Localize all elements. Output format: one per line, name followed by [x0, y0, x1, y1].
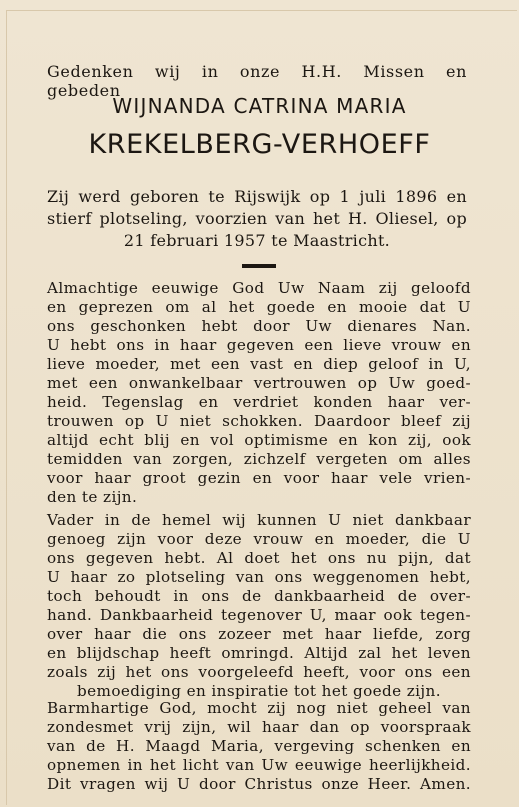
prayer-paragraph-3: [47, 699, 471, 794]
prayer-line: Barmhartige God, mocht zij nog niet geheel van: [47, 699, 471, 717]
prayer-line: trouwen op U niet schokken. Daardoor bleef zij: [47, 412, 471, 430]
prayer-line: Vader in de hemel wij kunnen U niet dankbaar: [47, 511, 471, 529]
prayer-line: opnemen in het licht van Uw eeuwige heerlijkheid.: [47, 756, 471, 774]
prayer-line: voor haar groot gezin en voor haar vele vrien-: [47, 469, 471, 487]
prayer-paragraph-2: [47, 511, 471, 701]
prayer-line: Almachtige eeuwige God Uw Naam zij geloofd: [47, 279, 471, 297]
prayer-line: heid. Tegenslag en verdriet konden haar ver-: [47, 393, 471, 411]
birth-line: stierf plotseling, voorzien van het H. Oliesel, op: [47, 209, 467, 228]
prayer-line: zoals zij het ons voorgeleefd heeft, voor ons een: [47, 663, 471, 681]
prayer-line: zondesmet vrij zijn, wil haar dan op voorspraak: [47, 718, 471, 736]
birth-line: 21 februari 1957 te Maastricht.: [123, 231, 391, 250]
prayer-line: van de H. Maagd Maria, vergeving schenken en: [47, 737, 471, 755]
prayer-line: den te zijn.: [47, 488, 138, 506]
deceased-surname: KREKELBERG-VERHOEFF: [88, 129, 431, 160]
prayer-line: over haar die ons zozeer met haar liefde, zorg: [47, 625, 471, 643]
birth-line: Zij werd geboren te Rijswijk op 1 juli 1896 en: [47, 187, 467, 206]
prayer-line: temidden van zorgen, zichzelf vergeten om alles: [47, 450, 471, 468]
intro-line: Gedenken wij in onze H.H. Missen en gebeden: [47, 62, 467, 100]
divider: [242, 264, 276, 268]
prayer-line: en geprezen om al het goede en mooie dat U: [47, 298, 471, 316]
prayer-line: genoeg zijn voor deze vrouw en moeder, die U: [47, 530, 471, 548]
prayer-line: hand. Dankbaarheid tegenover U, maar ook tegen-: [47, 606, 471, 624]
deceased-given-names: WIJNANDA CATRINA MARIA: [112, 94, 407, 118]
prayer-line: Dit vragen wij U door Christus onze Heer. Amen.: [47, 775, 471, 793]
prayer-line: ons gegeven hebt. Al doet het ons nu pijn, dat: [47, 549, 471, 567]
prayer-line: toch behoudt in ons de dankbaarheid de over-: [47, 587, 471, 605]
prayer-line: en blijdschap heeft omringd. Altijd zal het leven: [47, 644, 471, 662]
prayer-line: U hebt ons in haar gegeven een lieve vrouw en: [47, 336, 471, 354]
prayer-line: U haar zo plotseling van ons weggenomen hebt,: [47, 568, 471, 586]
birth-death-details: [47, 186, 467, 252]
prayer-line: lieve moeder, met een vast en diep geloof in U,: [47, 355, 471, 373]
prayer-line: altijd echt blij en vol optimisme en kon zij, ook: [47, 431, 471, 449]
prayer-line: met een onwankelbaar vertrouwen op Uw goed-: [47, 374, 471, 392]
prayer-paragraph-1: [47, 279, 471, 507]
prayer-line: ons geschonken hebt door Uw dienares Nan.: [47, 317, 471, 335]
prayer-line: bemoediging en inspiratie tot het goede zijn.: [77, 682, 441, 700]
